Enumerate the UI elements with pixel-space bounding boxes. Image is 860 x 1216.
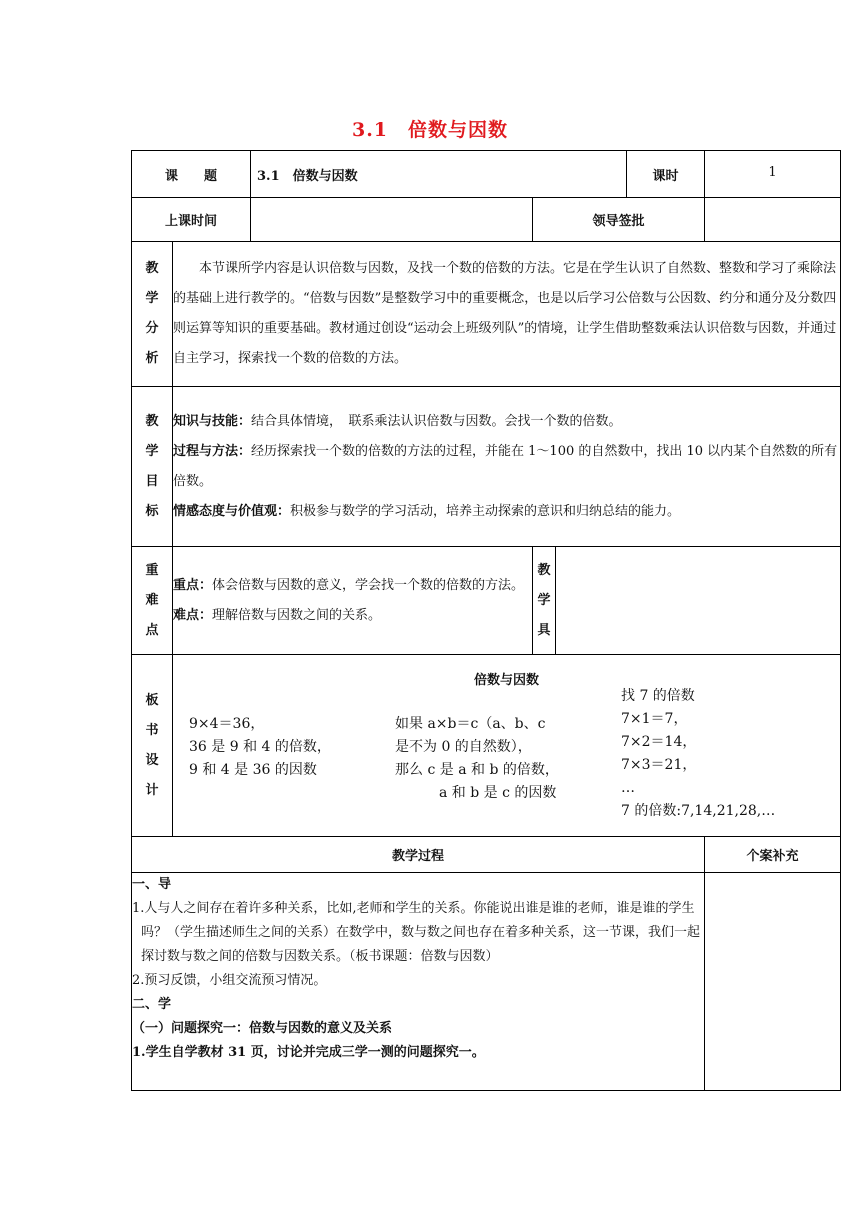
board-right: 找 7 的倍数 7×1＝7， 7×2＝14， 7×3＝21， … 7 的倍数:7,14,21,28,…	[621, 688, 776, 819]
board-design	[173, 655, 841, 837]
topic-value: 3.1 倍数与因数	[251, 151, 627, 198]
topic-label: 课 题	[132, 151, 251, 198]
keypoints-label: 重 难 点	[132, 547, 173, 655]
board-middle: 如果 a×b＝c（a、b、c 是不为 0 的自然数）， 那么 c 是 a 和 b 的倍数， a 和 b 是 c 的因数	[395, 716, 559, 801]
board-title: 倍数与因数	[474, 673, 540, 688]
teaching-tools-value	[556, 547, 841, 655]
period-value: 1	[705, 151, 841, 198]
goals-text: 知识与技能：结合具体情境， 联系乘法认识倍数与因数。会找一个数的倍数。 过程与方法：经历探索找一个数的倍数的方法的过程，并能在 1～100 的自然数中，找出 10 以内某个自然数的所有倍数。 情感态度与价值观：积极参与数学的学习活动，培养主动探索的意识和归纳总结的能力。	[173, 387, 841, 547]
process-header: 教学过程	[132, 837, 705, 873]
board-label: 板 书 设 计	[132, 655, 173, 837]
board-left: 9×4＝36， 36 是 9 和 4 的倍数， 9 和 4 是 36 的因数	[189, 716, 331, 778]
analysis-text: 本节课所学内容是认识倍数与因数，及找一个数的倍数的方法。它是在学生认识了自然数、整数和学习了乘除法的基础上进行教学的。“倍数与因数”是整数学习中的重要概念，也是以后学习公倍数与公因数、约分和通分及分数四则运算等知识的重要基础。教材通过创设“运动会上班级列队”的情境，让学生借助整数乘法认识倍数与因数，并通过自主学习，探索找一个数的倍数的方法。	[173, 242, 841, 387]
period-label: 课时	[627, 151, 705, 198]
supplement-header: 个案补充	[705, 837, 841, 873]
page-title: 3.1 倍数与因数	[351, 119, 509, 141]
lesson-plan-table	[131, 150, 841, 1091]
keypoints-text: 重点：体会倍数与因数的意义，学会找一个数的倍数的方法。 难点：理解倍数与因数之间的关系。	[173, 547, 533, 655]
class-time-value	[251, 198, 533, 242]
approval-value	[705, 198, 841, 242]
class-time-label: 上课时间	[132, 198, 251, 242]
analysis-label: 教 学 分 析	[132, 242, 173, 387]
supplement-content	[705, 873, 841, 1091]
approval-label: 领导签批	[533, 198, 705, 242]
goals-label: 教 学 目 标	[132, 387, 173, 547]
process-content: 一、导 1.人与人之间存在着许多种关系，比如,老师和学生的关系。你能说出谁是谁的老师，谁是谁的学生吗？（学生描述师生之间的关系）在数学中，数与数之间也存在着多种关系，这一节课，我们一起探讨数与数之间的倍数与因数关系。（板书课题：倍数与因数） 2.预习反馈，小组交流预习情况。 二、学 （一）问题探究一：倍数与因数的意义及关系 1.学生自学教材 31 页，讨论并完成三学一测的问题探究一。	[132, 873, 705, 1091]
teaching-tools-label: 教 学 具	[533, 547, 556, 655]
